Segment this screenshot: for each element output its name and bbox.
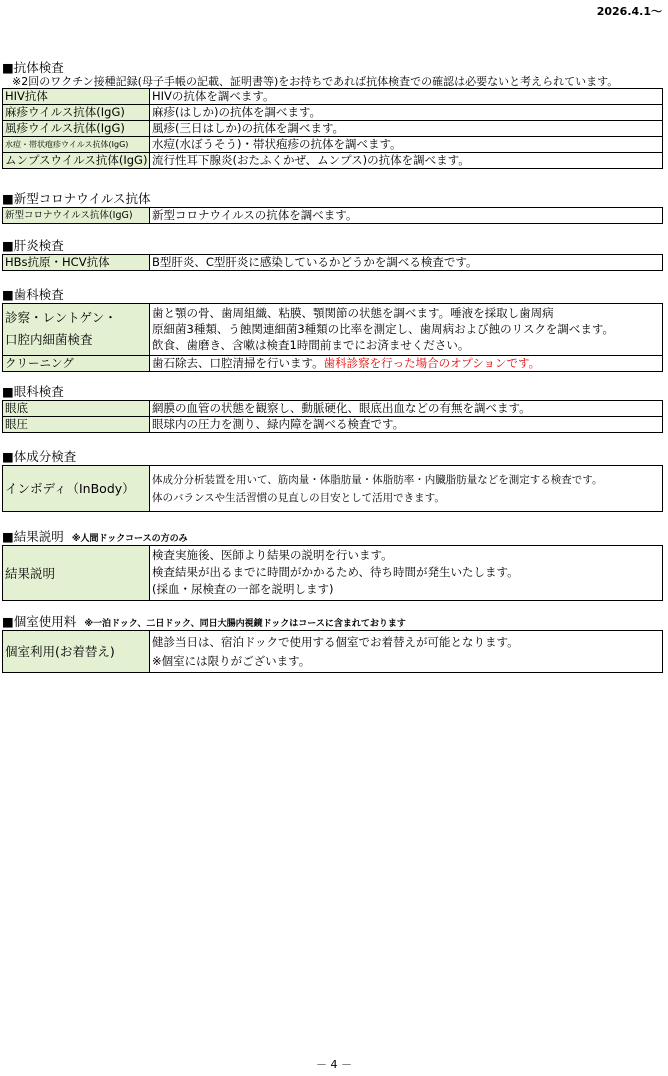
- description-line: (採血・尿検査の一部を説明します): [152, 582, 334, 596]
- description-line: 原細菌3種類、う蝕関連細菌3種類の比率を測定し、歯周病および蝕のリスクを調べます。: [152, 322, 614, 336]
- test-description: [150, 631, 663, 673]
- test-name: HBs抗原・HCV抗体: [3, 255, 150, 271]
- section-title: ■歯科検査: [2, 287, 64, 302]
- test-name-line: 診察・レントゲン・: [5, 310, 117, 325]
- section-title-text: ■結果説明: [2, 529, 64, 544]
- result-section: [2, 529, 663, 601]
- test-description: HIVの抗体を調べます。: [150, 89, 663, 105]
- table-row: [3, 466, 663, 512]
- description-line: 検査結果が出るまでに時間がかかるため、待ち時間が発生いたします。: [152, 565, 519, 579]
- test-name: 新型コロナウイルス抗体(IgG): [3, 208, 150, 224]
- antibody-table: [2, 88, 663, 169]
- eye-table: [2, 400, 663, 433]
- hepatitis-table: [2, 254, 663, 271]
- test-name-line: 口腔内細菌検査: [5, 332, 93, 347]
- section-title: ■抗体検査: [2, 60, 64, 75]
- description-text: 歯石除去、口腔清掃を行います。: [152, 356, 324, 370]
- test-name: 眼圧: [3, 417, 150, 433]
- test-description: 網膜の血管の状態を観察し、動脈硬化、眼底出血などの有無を調べます。: [150, 401, 663, 417]
- description-line: 体のバランスや生活習慣の見直しの目安として活用できます。: [152, 491, 445, 504]
- test-description: 水痘(水ぼうそう)・帯状疱疹の抗体を調べます。: [150, 137, 663, 153]
- test-name: インボディ（InBody）: [3, 466, 150, 512]
- test-description: [150, 356, 663, 372]
- section-title: ■眼科検査: [2, 384, 64, 399]
- test-description: 麻疹(はしか)の抗体を調べます。: [150, 105, 663, 121]
- test-description: [150, 466, 663, 512]
- section-note: ※人間ドックコースの方のみ: [71, 534, 188, 544]
- table-row: [3, 137, 663, 153]
- test-name: ムンプスウイルス抗体(IgG): [3, 153, 150, 169]
- test-description: 眼球内の圧力を測り、緑内障を調べる検査です。: [150, 417, 663, 433]
- test-name: 眼底: [3, 401, 150, 417]
- section-title: [2, 529, 663, 545]
- section-title: ■新型コロナウイルス抗体: [2, 191, 151, 206]
- covid-table: [2, 207, 663, 224]
- table-row: [3, 208, 663, 224]
- dental-section: [2, 287, 663, 372]
- test-description: [150, 304, 663, 356]
- table-row: [3, 631, 663, 673]
- description-line: 飲食、歯磨き、含嗽は検査1時間前までにお済ませください。: [152, 338, 470, 352]
- covid-section: [2, 191, 663, 224]
- antibody-section: [2, 60, 663, 169]
- table-row: [3, 153, 663, 169]
- section-title: ■体成分検査: [2, 449, 77, 464]
- test-name: 個室利用(お着替え): [3, 631, 150, 673]
- table-row: [3, 121, 663, 137]
- description-line: 体成分分析装置を用いて、筋肉量・体脂肪量・体脂肪率・内臓脂肪量などを測定する検査です。: [152, 473, 603, 486]
- test-description: [150, 546, 663, 601]
- section-title: [2, 614, 663, 630]
- body-composition-section: [2, 449, 663, 512]
- test-description: 新型コロナウイルスの抗体を調べます。: [150, 208, 663, 224]
- description-line: ※個室には限りがございます。: [152, 653, 311, 668]
- table-row: [3, 417, 663, 433]
- section-note: ※一泊ドック、二日ドック、同日大腸内視鏡ドックはコースに含まれております: [84, 619, 406, 629]
- table-row: [3, 89, 663, 105]
- result-table: [2, 545, 663, 601]
- section-note: ※2回のワクチン接種記録(母子手帳の記載、証明書等)をお持ちであれば抗体検査での確認は必要ないと考えられています。: [12, 75, 619, 88]
- test-name: [3, 304, 150, 356]
- test-description: 流行性耳下腺炎(おたふくかぜ、ムンプス)の抗体を調べます。: [150, 153, 663, 169]
- test-name: 結果説明: [3, 546, 150, 601]
- table-row: [3, 255, 663, 271]
- table-row: [3, 546, 663, 601]
- table-row: [3, 401, 663, 417]
- section-title-text: ■個室使用料: [2, 614, 77, 629]
- document-date: 2026.4.1～: [596, 5, 662, 18]
- option-note: 歯科診察を行った場合のオプションです。: [323, 356, 541, 370]
- test-description: 風疹(三日はしか)の抗体を調べます。: [150, 121, 663, 137]
- test-name: 風疹ウイルス抗体(IgG): [3, 121, 150, 137]
- test-name: HIV抗体: [3, 89, 150, 105]
- hepatitis-section: [2, 238, 663, 271]
- description-line: 歯と顎の骨、歯周組織、粘膜、顎関節の状態を調べます。唾液を採取し歯周病: [152, 306, 554, 320]
- description-line: 検査実施後、医師より結果の説明を行います。: [152, 548, 393, 562]
- description-line: 健診当日は、宿泊ドックで使用する個室でお着替えが可能となります。: [152, 634, 519, 649]
- table-row: [3, 356, 663, 372]
- body-composition-table: [2, 465, 663, 512]
- test-name: 麻疹ウイルス抗体(IgG): [3, 105, 150, 121]
- table-row: [3, 105, 663, 121]
- private-room-table: [2, 630, 663, 673]
- test-name: クリーニング: [3, 356, 150, 372]
- table-row: [3, 304, 663, 356]
- page-number: － 4 －: [316, 1058, 352, 1071]
- section-title: ■肝炎検査: [2, 238, 64, 253]
- private-room-section: [2, 614, 663, 673]
- test-description: B型肝炎、C型肝炎に感染しているかどうかを調べる検査です。: [150, 255, 663, 271]
- dental-table: [2, 303, 663, 372]
- eye-section: [2, 384, 663, 433]
- test-name: 水痘・帯状疱疹ウイルス抗体(IgG): [3, 137, 150, 153]
